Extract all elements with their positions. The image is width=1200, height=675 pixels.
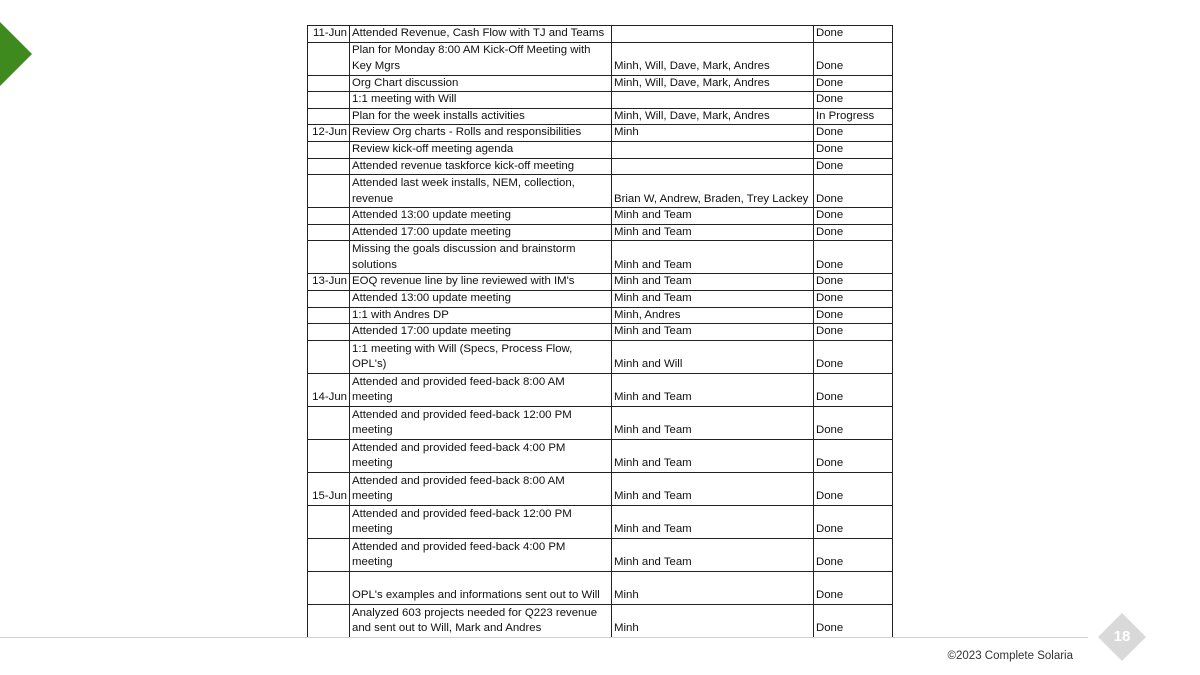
status-cell: Done [814, 571, 893, 604]
date-cell [308, 406, 350, 439]
task-cell: Attended and provided feed-back 12:00 PM meeting [350, 505, 612, 538]
date-cell [308, 158, 350, 175]
attendees-cell: Minh and Will [612, 340, 814, 373]
attendees-cell: Minh and Team [612, 373, 814, 406]
table-row [308, 340, 893, 373]
page-number: 18 [1113, 628, 1131, 645]
table-row [308, 75, 893, 92]
status-cell: Done [814, 340, 893, 373]
task-cell: Attended and provided feed-back 4:00 PM meeting [350, 439, 612, 472]
status-cell: Done [814, 26, 893, 43]
date-cell [308, 92, 350, 109]
date-cell [308, 141, 350, 158]
status-cell: Done [814, 406, 893, 439]
table-row [308, 505, 893, 538]
date-cell [308, 340, 350, 373]
table-row [308, 439, 893, 472]
status-cell: In Progress [814, 108, 893, 125]
table-row [308, 158, 893, 175]
copyright-notice: ©2023 Complete Solaria [947, 650, 1073, 662]
status-cell: Done [814, 290, 893, 307]
activity-log-table [307, 25, 893, 638]
date-cell [308, 505, 350, 538]
status-cell: Done [814, 538, 893, 571]
task-cell: Attended Revenue, Cash Flow with TJ and Teams [350, 26, 612, 43]
table-row [308, 42, 893, 75]
task-cell: Attended last week installs, NEM, collection, revenue [350, 175, 612, 208]
task-cell: Review Org charts - Rolls and responsibilities [350, 125, 612, 142]
date-cell [308, 224, 350, 241]
task-cell: Analyzed 603 projects needed for Q223 revenue and sent out to Will, Mark and Andres [350, 604, 612, 637]
attendees-cell [612, 158, 814, 175]
attendees-cell [612, 92, 814, 109]
attendees-cell: Minh [612, 604, 814, 637]
task-cell: Attended 17:00 update meeting [350, 224, 612, 241]
table-row [308, 406, 893, 439]
task-cell: EOQ revenue line by line reviewed with IM's [350, 274, 612, 291]
table-row [308, 571, 893, 604]
table-row [308, 307, 893, 324]
table-row [308, 125, 893, 142]
attendees-cell: Minh [612, 571, 814, 604]
date-cell: 15-Jun [308, 472, 350, 505]
task-cell: Org Chart discussion [350, 75, 612, 92]
attendees-cell: Minh and Team [612, 406, 814, 439]
attendees-cell: Minh and Team [612, 274, 814, 291]
date-cell: 11-Jun [308, 26, 350, 43]
status-cell: Done [814, 274, 893, 291]
attendees-cell: Minh, Will, Dave, Mark, Andres [612, 42, 814, 75]
date-cell [308, 324, 350, 341]
table-row [308, 224, 893, 241]
attendees-cell: Minh, Will, Dave, Mark, Andres [612, 108, 814, 125]
status-cell: Done [814, 307, 893, 324]
table-row [308, 241, 893, 274]
date-cell [308, 307, 350, 324]
attendees-cell: Minh and Team [612, 208, 814, 225]
table-row [308, 274, 893, 291]
status-cell: Done [814, 373, 893, 406]
table-row [308, 538, 893, 571]
date-cell [308, 208, 350, 225]
task-cell: OPL's examples and informations sent out to Will [350, 571, 612, 604]
date-cell [308, 42, 350, 75]
table-row [308, 373, 893, 406]
attendees-cell: Minh and Team [612, 505, 814, 538]
date-cell [308, 439, 350, 472]
attendees-cell: Minh and Team [612, 472, 814, 505]
attendees-cell: Minh and Team [612, 224, 814, 241]
table-row [308, 324, 893, 341]
status-cell: Done [814, 208, 893, 225]
status-cell: Done [814, 472, 893, 505]
date-cell [308, 175, 350, 208]
task-cell: Attended and provided feed-back 12:00 PM meeting [350, 406, 612, 439]
task-cell: 1:1 with Andres DP [350, 307, 612, 324]
attendees-cell: Minh and Team [612, 439, 814, 472]
status-cell: Done [814, 42, 893, 75]
date-cell [308, 538, 350, 571]
attendees-cell: Minh, Will, Dave, Mark, Andres [612, 75, 814, 92]
task-cell: Attended 13:00 update meeting [350, 208, 612, 225]
task-cell: 1:1 meeting with Will (Specs, Process Flow, OPL's) [350, 340, 612, 373]
status-cell: Done [814, 241, 893, 274]
status-cell: Done [814, 604, 893, 637]
status-cell: Done [814, 158, 893, 175]
table-row [308, 472, 893, 505]
task-cell: Attended and provided feed-back 4:00 PM meeting [350, 538, 612, 571]
date-cell [308, 241, 350, 274]
status-cell: Done [814, 175, 893, 208]
task-cell: Plan for the week installs activities [350, 108, 612, 125]
task-cell: Attended 17:00 update meeting [350, 324, 612, 341]
table-row [308, 175, 893, 208]
table-row [308, 604, 893, 637]
date-cell: 14-Jun [308, 373, 350, 406]
attendees-cell: Minh and Team [612, 241, 814, 274]
attendees-cell: Minh and Team [612, 538, 814, 571]
table-row [308, 208, 893, 225]
date-cell [308, 75, 350, 92]
table-row [308, 92, 893, 109]
task-cell: Review kick-off meeting agenda [350, 141, 612, 158]
activity-log-body [308, 26, 893, 638]
attendees-cell: Minh and Team [612, 324, 814, 341]
table-row [308, 290, 893, 307]
task-cell: Attended and provided feed-back 8:00 AM meeting [350, 373, 612, 406]
status-cell: Done [814, 505, 893, 538]
green-triangle-accent [0, 22, 32, 86]
task-cell: Attended revenue taskforce kick-off meeting [350, 158, 612, 175]
table-row [308, 26, 893, 43]
date-cell [308, 604, 350, 637]
attendees-cell [612, 141, 814, 158]
status-cell: Done [814, 75, 893, 92]
status-cell: Done [814, 224, 893, 241]
attendees-cell: Minh and Team [612, 290, 814, 307]
status-cell: Done [814, 125, 893, 142]
date-cell: 13-Jun [308, 274, 350, 291]
task-cell: Attended and provided feed-back 8:00 AM meeting [350, 472, 612, 505]
status-cell: Done [814, 324, 893, 341]
status-cell: Done [814, 92, 893, 109]
date-cell [308, 108, 350, 125]
task-cell: Plan for Monday 8:00 AM Kick-Off Meeting with Key Mgrs [350, 42, 612, 75]
date-cell: 12-Jun [308, 125, 350, 142]
date-cell [308, 571, 350, 604]
task-cell: Missing the goals discussion and brainstorm solutions [350, 241, 612, 274]
status-cell: Done [814, 439, 893, 472]
task-cell: Attended 13:00 update meeting [350, 290, 612, 307]
table-row [308, 108, 893, 125]
attendees-cell: Minh [612, 125, 814, 142]
attendees-cell: Minh, Andres [612, 307, 814, 324]
status-cell: Done [814, 141, 893, 158]
footer-divider [0, 637, 1088, 638]
attendees-cell [612, 26, 814, 43]
date-cell [308, 290, 350, 307]
table-row [308, 141, 893, 158]
attendees-cell: Brian W, Andrew, Braden, Trey Lackey [612, 175, 814, 208]
task-cell: 1:1 meeting with Will [350, 92, 612, 109]
